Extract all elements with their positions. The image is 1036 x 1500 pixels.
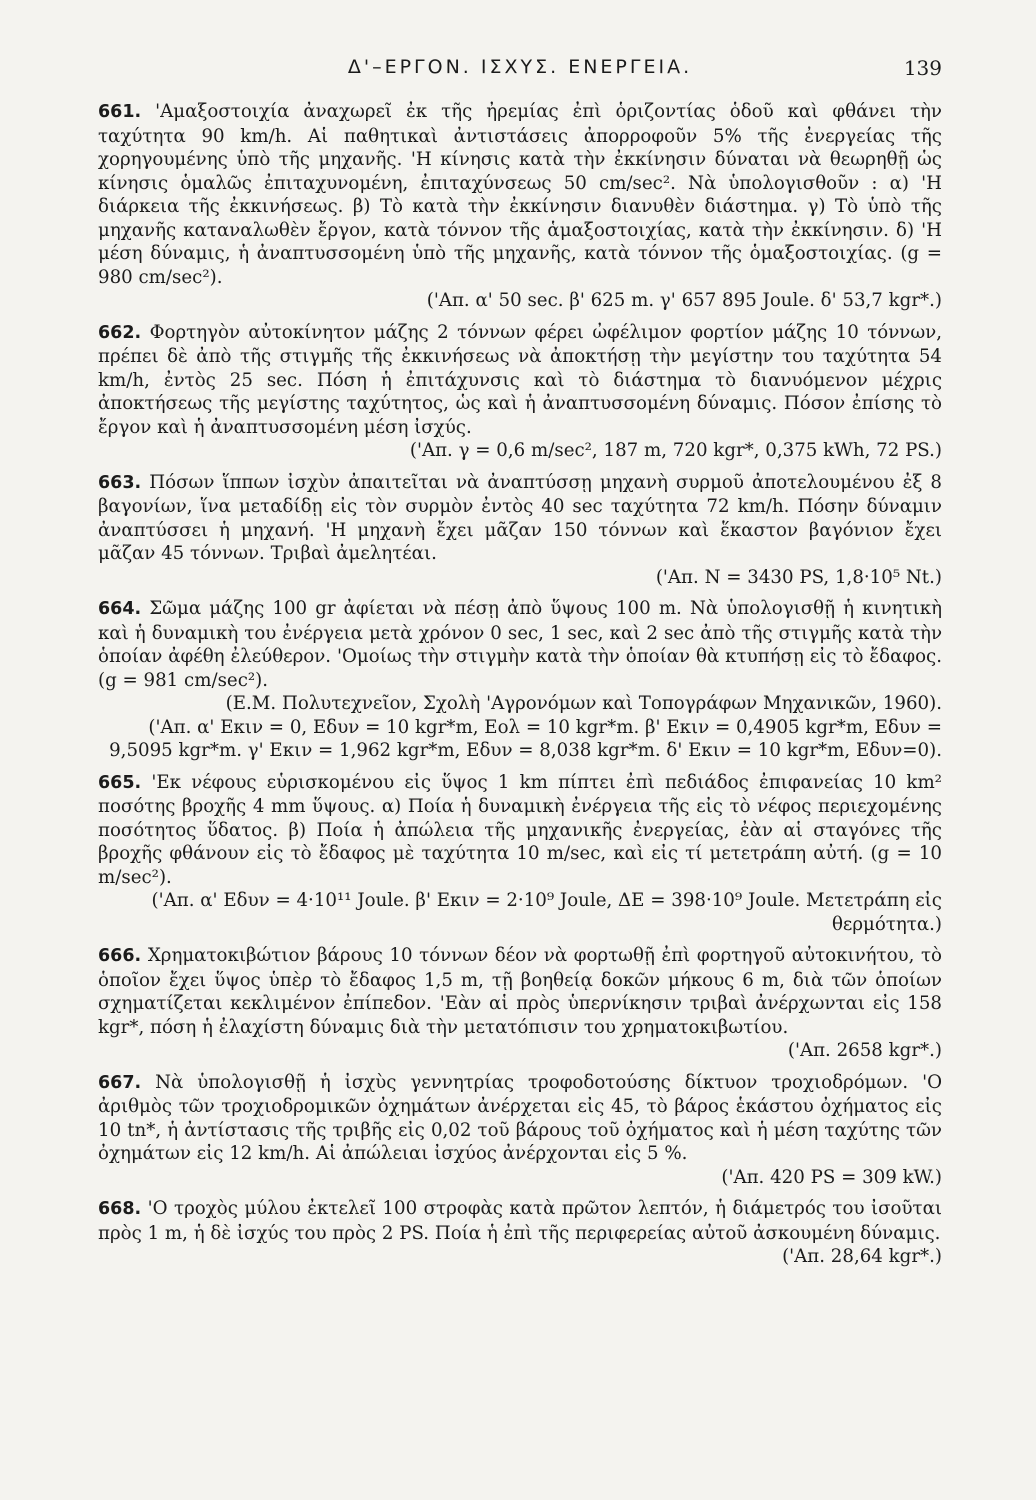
problem-661: [98, 100, 942, 313]
problem-number: 664.: [98, 599, 142, 619]
page-number: 139: [903, 56, 942, 80]
problem-answer: ('Απ. 2658 kgr*.): [787, 1040, 942, 1061]
chapter-title: Δ'–ΕΡΓΟΝ. ΙΣΧΥΣ. ΕΝΕΡΓΕΙΑ.: [347, 56, 693, 78]
problem-number: 668.: [98, 1199, 142, 1219]
problem-663: [98, 471, 942, 590]
page-header: [98, 56, 942, 82]
problem-number: 662.: [98, 322, 142, 343]
problem-answer: ('Απ. N = 3430 PS, 1,8·10⁵ Nt.): [655, 566, 942, 588]
problem-text: Νὰ ὑπολογισθῇ ἡ ἰσχὺς γεννητρίας τροφοδοτούσης δίκτυον τροχιοδρόμων. 'Ο ἀριθμὸς τῶν τροχιοδρομικῶν ὀχημάτων ἀνέρχεται εἰς 45, τὸ βάρος ἑκάστου ὀχήματος εἰς 10 tn*, ἡ ἀντίστασις τῆς τριβῆς εἰς 0,02 τοῦ βάρους τοῦ ὀχήματος καὶ ἡ μέση ταχύτης τῶν ὀχημάτων εἰς 12 km/h. Αἱ ἀπώλειαι ἰσχύος ἀνέρχονται εἰς 5 %.: [98, 1071, 942, 1164]
problem-666: [98, 944, 942, 1063]
problem-text: 'Εκ νέφους εὑρισκομένου εἰς ὕψος 1 km πίπτει ἐπὶ πεδιάδος ἐπιφανείας 10 km² ποσότης βροχῆς 4 mm ὕψους. α) Ποία ἡ δυναμικὴ ἐνέργεια τῆς εἰς τὸ νέφος περιεχομένης ποσότητος ὕδατος. β) Ποία ἡ ἀπώλεια τῆς μηχανικῆς ἐνεργείας, ἐὰν αἱ σταγόνες τῆς βροχῆς φθάνουν εἰς τὸ ἔδαφος μὲ ταχύτητα 10 m/sec, καὶ εἰς τί μετετράπη αὐτή. (g = 10 m/sec²).: [98, 771, 942, 888]
problem-number: 666.: [98, 946, 142, 966]
problem-answer: ('Απ. α' Eκιν = 0, Eδυν = 10 kgr*m, Eολ = 10 kgr*m. β' Eκιν = 0,4905 kgr*m, Eδυν = 9,5095 kgr*m. γ' Eκιν = 1,962 kgr*m, Eδυν = 8,038 kgr*m. δ' Eκιν = 10 kgr*m, Eδυν=0).: [109, 716, 942, 761]
problem-text: 'Αμαξοστοιχία ἀναχωρεῖ ἐκ τῆς ἠρεμίας ἐπὶ ὁριζοντίας ὁδοῦ καὶ φθάνει τὴν ταχύτητα 90 km/h. Αἱ παθητικαὶ ἀντιστάσεις ἀπορροφοῦν 5% τῆς ἐνεργείας τῆς χορηγουμένης ὑπὸ τῆς μηχανῆς. 'Η κίνησις κατὰ τὴν ἐκκίνησιν δύναται νὰ θεωρηθῇ ὡς κίνησις ὁμαλῶς ἐπιταχυνομένη, ἐπιταχύνσεως 50 cm/sec². Νὰ ὑπολογισθοῦν : α) 'Η διάρκεια τῆς ἐκκινήσεως. β) Τὸ κατὰ τὴν ἐκκίνησιν διανυθὲν διάστημα. γ) Τὸ ὑπὸ τῆς μηχανῆς καταναλωθὲν ἔργον, κατὰ τόννον τῆς ἁμαξοστοιχίας, κατὰ τὴν ἐκκίνησιν. δ) 'Η μέση δύναμις, ἡ ἀναπτυσσομένη ὑπὸ τῆς μηχανῆς, κατὰ τόννον τῆς ὁμαξοστοιχίας. (g = 980 cm/sec²).: [98, 101, 942, 288]
problem-662: [98, 321, 942, 463]
problem-answer: ('Απ. α' 50 sec. β' 625 m. γ' 657 895 Joule. δ' 53,7 kgr*.): [426, 290, 942, 311]
problem-664: [98, 597, 942, 763]
problem-text: Χρηματοκιβώτιον βάρους 10 τόννων δέον νὰ φορτωθῇ ἐπὶ φορτηγοῦ αὐτοκινήτου, τὸ ὁποῖον ἔχει ὕψος ὑπὲρ τὸ ἔδαφος 1,5 m, τῇ βοηθείᾳ δοκῶν μήκους 6 m, διὰ τῶν ὁποίων σχηματίζεται κεκλιμένον ἐπίπεδον. 'Εὰν αἱ πρὸς ὑπερνίκησιν τριβαὶ ἀνέρχωνται εἰς 158 kgr*, πόση ἡ ἐλαχίστη δύναμις διὰ τὴν μετατόπισιν του χρηματοκιβωτίου.: [98, 945, 942, 1038]
problem-answer: ('Απ. γ = 0,6 m/sec², 187 m, 720 kgr*, 0,375 kWh, 72 PS.): [409, 440, 942, 461]
problem-text: 'Ο τροχὸς μύλου ἐκτελεῖ 100 στροφὰς κατὰ πρῶτον λεπτόν, ἡ διάμετρός του ἰσοῦται πρὸς 1 m, ἡ δὲ ἰσχύς του πρὸς 2 PS. Ποία ἡ ἐπὶ τῆς περιφερείας αὐτοῦ ἀσκουμένη δύναμις.: [98, 1198, 942, 1244]
problem-number: 661.: [98, 102, 142, 122]
problem-text: Σῶμα μάζης 100 gr ἀφίεται νὰ πέσῃ ἀπὸ ὕψους 100 m. Νὰ ὑπολογισθῇ ἡ κινητικὴ καὶ ἡ δυναμικὴ του ἐνέργεια μετὰ χρόνον 0 sec, 1 sec, καὶ 2 sec ἀπὸ τῆς στιγμῆς κατὰ τὴν ὁποίαν ἀφέθη ἐλεύθερον. 'Ομοίως τὴν στιγμὴν κατὰ τὴν ὁποίαν θὰ κτυπήσῃ εἰς τὸ ἔδαφος. (g = 981 cm/sec²).: [98, 598, 942, 691]
problem-668: [98, 1197, 942, 1269]
problem-source: (Ε.Μ. Πολυτεχνεῖον, Σχολὴ 'Αγρονόμων καὶ Τοπογράφων Μηχανικῶν, 1960).: [225, 693, 942, 714]
problem-text: Πόσων ἵππων ἰσχὺν ἀπαιτεῖται νὰ ἀναπτύσσῃ μηχανὴ συρμοῦ ἀποτελουμένου ἐξ 8 βαγονίων, ἵνα μεταδίδῃ εἰς τὸν συρμὸν ἐντὸς 40 sec ταχύτητα 72 km/h. Πόσην δύναμιν ἀναπτύσσει ἡ μηχανή. 'Η μηχανὴ ἔχει μᾶζαν 150 τόννων καὶ ἕκαστον βαγόνιον ἔχει μᾶζαν 45 τόννων. Τριβαὶ ἀμελητέαι.: [98, 471, 942, 564]
problem-answer: ('Απ. 28,64 kgr*.): [782, 1246, 942, 1267]
problem-list: [98, 100, 942, 1277]
problem-answer: ('Απ. α' Eδυν = 4·10¹¹ Joule. β' Eκιν = 2·10⁹ Joule, ΔE = 398·10⁹ Joule. Μετετράπη εἰς θερμότητα.): [151, 890, 942, 935]
problem-number: 665.: [98, 772, 142, 793]
problem-665: [98, 771, 942, 937]
problem-667: [98, 1071, 942, 1190]
problem-number: 663.: [98, 472, 142, 493]
problem-number: 667.: [98, 1072, 142, 1093]
problem-answer: ('Απ. 420 PS = 309 kW.): [721, 1166, 942, 1188]
problem-text: Φορτηγὸν αὐτοκίνητον μάζης 2 τόννων φέρει ὠφέλιμον φορτίον μάζης 10 τόννων, πρέπει δὲ ἀπὸ τῆς στιγμῆς τῆς ἐκκινήσεως νὰ ἀποκτήσῃ τὴν μεγίστην του ταχύτητα 54 km/h, ἐντὸς 25 sec. Πόση ἡ ἐπιτάχυνσις καὶ τὸ διάστημα τὸ διανυόμενον μέχρις ἀποκτήσεως τῆς μεγίστης ταχύτητος, ὡς καὶ ἡ ἀναπτυσσομένη δύναμις. Πόσον ἐπίσης τὸ ἔργον καὶ ἡ ἀναπτυσσομένη μέση ἰσχύς.: [98, 321, 942, 438]
